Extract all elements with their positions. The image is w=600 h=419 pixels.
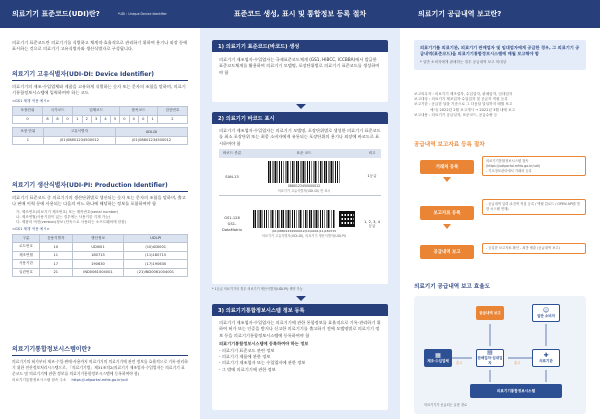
system-title: 의료기기통합정보시스템이란? [12,344,188,356]
di-header: 포장단위 [13,107,43,116]
flow-title: 공급내역 보고자료 등록 절차 [414,142,485,148]
barcode-type: GS1-DataMatrix [222,222,242,233]
list-item: 보고의무자 : 의료기기 제조업자, 수입업자, 판매업자, 임대업자 [414,92,513,96]
table-row [13,251,188,260]
flow-step-desc: - 기초정보관리에서 거래처 등록 [486,168,532,173]
di-digit: 1 [148,115,157,124]
table-cell: (21)IND0061004001 [124,268,188,277]
datamatrix-code [339,211,355,227]
di-digit: 0 [139,115,148,124]
hospital-icon: ✚ [543,351,549,359]
node-label: 공급내역 보고 [479,310,501,315]
step2-card [212,112,388,284]
node-hospital [532,349,560,367]
di2-header: 고유식별자 [43,128,115,137]
table-cell: 21 [40,268,73,277]
table-cell: 1 [13,136,44,145]
step3-items [212,348,388,374]
udi-intro [12,40,188,53]
effect-title: 의료기기 공급내역 보고 효율도 [414,284,491,290]
list-item: - 의료기기 표준코드 관련 정보 [219,347,275,353]
table-cell: 11 [40,251,73,260]
udi-di-section [12,69,188,145]
pi-header: UDI-PI [124,234,188,243]
effect-diagram [414,296,586,414]
table-cell: 190630 [72,260,124,269]
table-cell: IND0061004001 [72,268,124,277]
step1-card [212,40,388,102]
udi-intro-text: 의료기기 표준코드란 의료기기를 식별하고 체계적·효율적으로 관리하기 위하여 용기나 외장 등에 표시하는 것으로 의료기기 고유식별자와 생산식별자로 구성됩니다. [12,40,188,52]
ean13-barcode [268,161,340,183]
di-digit: 3 [91,115,100,124]
step3-title: 3) 의료기기통합정보시스템 정보 등록 [212,304,388,316]
factory-icon: ▦ [435,351,441,359]
pi-header: 생산정보 [72,234,124,243]
gs1-128-caption: 의료기기 고유식별자(UDI-DI), 의료기기 생산식별자(UDI-PI) [261,234,347,239]
arrow-down-icon [443,177,451,182]
label-out: 출고 [514,361,521,365]
gs1-128-code: (01)08801234500012(10)A001(11)180715 [271,229,337,234]
node-label: 제조·수입업체 [427,358,449,363]
node-label: 판매업자·임대업자 [477,356,503,365]
di-digits-row [13,115,188,124]
table-row [13,243,188,252]
udi-system-section [12,344,188,384]
node-manufacturer [424,349,452,367]
system-url-link[interactable]: https://udiportal.mfds.go.kr/udi [71,378,128,383]
panel-supply-report [400,0,600,419]
panel-procedure [200,0,400,419]
panel2-header [200,0,400,28]
arrow-down-icon [296,296,306,301]
pi-item: 나. 제조연월(사용기한이 있는 경우에는 사용기한 기재 가능) [16,215,111,220]
list-item: 보고대상 : 의료기기 제조업자·수입업자 및 공급자 직원 등록 [414,97,508,102]
table-cell: (01)08801234500012 [43,136,115,145]
gs1-128-barcode [253,210,335,228]
di-digit: 2 [157,115,187,124]
list-item: 보고내용 : 의료기기 공급일자, 표준코드, 공급수량 등 [414,112,498,117]
panel-udi-overview [0,0,200,419]
di2-header: UDI-DI [115,128,187,137]
step1-title: 1) 의료기기 표준코드(바코드) 생성 [212,40,388,52]
table-row [13,136,188,145]
supply-desc: 의료기기를 의료기관, 의료기기 판매업자 및 임대업자에게 공급한 경우, 그 의료기기 공급내역(표준코드)을 의료기기통합정보시스템에 매월 보고해야 함 [420,45,580,57]
flow-step-1-desc [482,156,586,176]
di2-header: 포장 단위 [13,128,44,137]
node-distributor [476,349,504,367]
table-cell: 사용기한 [13,260,40,269]
panel1-header [0,0,200,28]
pi-table [12,234,188,278]
table-cell: (11)180715 [124,251,188,260]
table-cell: 10 [40,243,73,252]
barcode-header: 표준 코드 [296,151,312,156]
pi-header: 응용식별자 [40,234,73,243]
di-structure-table [12,106,188,124]
barcode-type: GS1-128 [224,216,240,221]
table-cell: (01)08801234500012 [115,136,187,145]
flow-step-label: 보고자료 등록 [433,211,461,216]
person-icon: ☺ [542,306,550,314]
ean13-code: 0880123450000012 [287,183,321,188]
table-cell: 17 [40,260,73,269]
table-cell: 제조연월 [13,251,40,260]
step2-title: 2) 의료기기 바코드 표시 [212,112,388,124]
table-cell: UDI001 [72,243,124,252]
table-cell: (10)UDI001 [124,243,188,252]
pi-title: 의료기기 생산식별자(UDI-PI: Production Identifier) [12,180,188,192]
system-url-line [12,378,188,383]
flow-step-3 [420,245,474,259]
flow-step-desc: - 공급내역 입력 (1건씩 직접 등록 / 엑셀 업로드 / OPEN API를 통한 시스템 연계) [486,202,581,211]
barcode-table [219,149,381,252]
di-digit: 0 [120,115,129,124]
step3-card [212,304,388,410]
di-digit: 0 [63,115,73,124]
step3-desc: 의료기기 제조업자·수입업자는 의료기기에 관한 통합정보를 효율적으로 기록·관리하기 위하여 허가 또는 인증을 받거나 신고한 의료기기를 출고하기 전에 모델명별로 의료기기 정보 등을 의료기기통합정보시스템에 등록하여야 함 [219,320,381,338]
di-digit: 0 [129,115,138,124]
node-consumer [532,304,560,322]
di-digit: 0 [13,115,43,124]
di-example-table [12,127,188,145]
store-icon: ▤ [487,349,493,356]
arrow-down-icon [296,104,306,109]
node-label: 의료기기통합정보시스템 [496,388,536,393]
barcode-table-header [219,149,381,158]
di-title: 의료기기 고유식별자(UDI-DI: Device Identifier) [12,69,188,81]
di-header: 국가코드 [43,107,73,116]
flow-step-1 [420,160,474,174]
table-cell: 로트번호 [13,243,40,252]
di-digit: 4 [101,115,110,124]
pi-item: 가. 제조번호(의료기기 제조번호) 또는 제작번호(serial number) [16,209,119,214]
di-header: 업체코드 [73,107,120,116]
barcode-note: 1, 2, 3, 4 등급 [364,219,380,228]
panel2-title: 표준코드 생성, 표시 및 통합정보 등록 절차 [233,10,367,18]
flow-step-3-desc [482,243,586,254]
node-report [476,306,504,320]
step2-footnote: * 1등급 의료기기의 경우 의료기기 생산식별자(UDI-PI) 생략 가능 [212,287,303,291]
supply-targets [414,92,586,118]
pi-item: 다. 제품의 버전(version)정보 (단독으로 사용되는 소프트웨어에 한함) [16,220,127,225]
di-digit: 8 [43,115,53,124]
supply-note: * 일반 소비자에게 판매하는 경우 공급내역 보고 미대상 [420,59,507,64]
flow-step-label: 거래처 등록 [435,165,459,170]
udi-pi-section [12,180,188,277]
effect-caption: 의료기기가 공급되는 유통 경로 [424,403,468,407]
flow-step-label: 공급내역 보고 [433,250,461,255]
barcode-header: 비고 [368,151,376,156]
barcode-header: 바코드 종류 [222,151,242,156]
pi-items [12,210,188,226]
udi-note: *UDI : Unique Device Identifier [117,12,167,16]
pi-desc: 의료기기 표준코드 중 의료기기의 생산단위별로 생산되는 숫자 또는 문자의 조합을 말하며, 출고나 판매 이력 등에 사용되는 다음의 어느 하나에 해당하는 정보를 포함하여야 함 [12,195,186,207]
di-digit: 1 [73,115,82,124]
system-desc: 의료기기의 허가부터 제조·수입·판매·사용까지 의료기기의 의료기기에 관련 정보를 효율적으로 기록·관리하기 위한 전산정보처리시스템으로, 「의료기기법」제31조의2(의료기기 제조업자·수입업자는 의료기기 표준코드 및 의료기기에 관한 정보를 의료기기통합정보시스템에 등록하여야 함) [12,359,188,376]
table-cell: (17)190630 [124,260,188,269]
flow-step-desc: - 등록한 보고자료 확인 - 최종 제출 (공급내역 보고) [486,246,560,250]
label-out: 출고 [456,361,463,365]
list-item: - 의료기기 제조업자 또는 수입업자에 관한 정보 [219,360,306,366]
flow-section [414,140,586,150]
table-row [219,196,381,252]
arrow-down-icon [443,224,451,229]
barcode-type-cell [219,215,245,233]
node-label: 의료기관 [539,358,553,363]
pi-example-label: <GS1 체계 적용 예시> [12,227,50,232]
table-row [13,260,188,269]
list-item: 보고기한 : 공급한 달을 기준으로 그 다음달 말일까지 매월 보고 [414,102,513,107]
step3-items-title: 의료기기통합정보시스템에 등록하여야 하는 정보 [219,341,309,347]
step2-desc: 의료기기 제조업자·수입업자는 의료기기 모델명, 포장단위별로 생성한 의료기기 표준코드를 최소 포장단위 또는 최종 소비자에게 유통되는 포장단위의 용기나 외장에 바코드로 표시하여야 함 [219,128,381,146]
di-example-label: <GS1 체계 적용 예시> [12,98,50,103]
di-digit: 8 [53,115,63,124]
table-row [219,158,381,196]
system-url-label: 의료기기통합정보시스템 접속 주소 [12,378,67,383]
list-item: - 그 밖에 의료기기에 관한 정보 [219,366,276,372]
step1-desc: 의료기기 제조업자·수입업자는 국제표준코드체계 (GS1, HIBCC, ICCBBA)에서 발급한 표준코드체계를 활용하여 의료기기 모델명, 포장단위별로 의료기기 표준코드를 생성하여야 함 [219,57,380,75]
di-digit: 2 [82,115,91,124]
schedule-example: 예시) 2022년 2월 보고개시 → 2022년 3월 내에 보고 [430,107,516,112]
list-item: - 의료기기 제품에 관한 정보 [219,354,271,360]
ean13-caption: 의료기기 고유식별자(UDI-DI) 만 표시 [277,188,331,193]
pi-header: 구분 [13,234,40,243]
barcode-type: EAN-13 [225,174,239,179]
effect-section [414,282,586,292]
di-header: 검증번호 [157,107,187,116]
barcode-cell [245,210,363,238]
barcode-note: 1등급 [367,174,377,179]
table-row [13,268,188,277]
barcode-pair [253,210,355,228]
di-digit: 5 [110,115,119,124]
table-cell: 일련번호 [13,268,40,277]
panel3-header [400,0,600,28]
di-desc: 의료기기의 제조·수입업체와 제품을 고유하게 식별하는 숫자 또는 문자의 조합을 말하며, 의료기기통합정보시스템에 입력하여야 하는 코드 [12,84,186,96]
table-cell: 180715 [72,251,124,260]
node-label: 일반 소비자 [536,313,556,318]
panel1-title: 의료기기 표준코드(UDI)란? [12,10,100,18]
di-header: 품목코드 [120,107,158,116]
flow-step-2 [420,206,474,220]
panel3-title: 의료기기 공급내역 보고란? [418,10,502,18]
supply-report-desc-box [414,40,586,70]
barcode-cell [245,161,363,193]
node-system [470,384,562,398]
flow-step-desc: 의료기기통합정보시스템 접속 (https://udiportal.mfds.go.kr/udi) [486,159,541,168]
flow-step-2-desc [482,199,586,215]
